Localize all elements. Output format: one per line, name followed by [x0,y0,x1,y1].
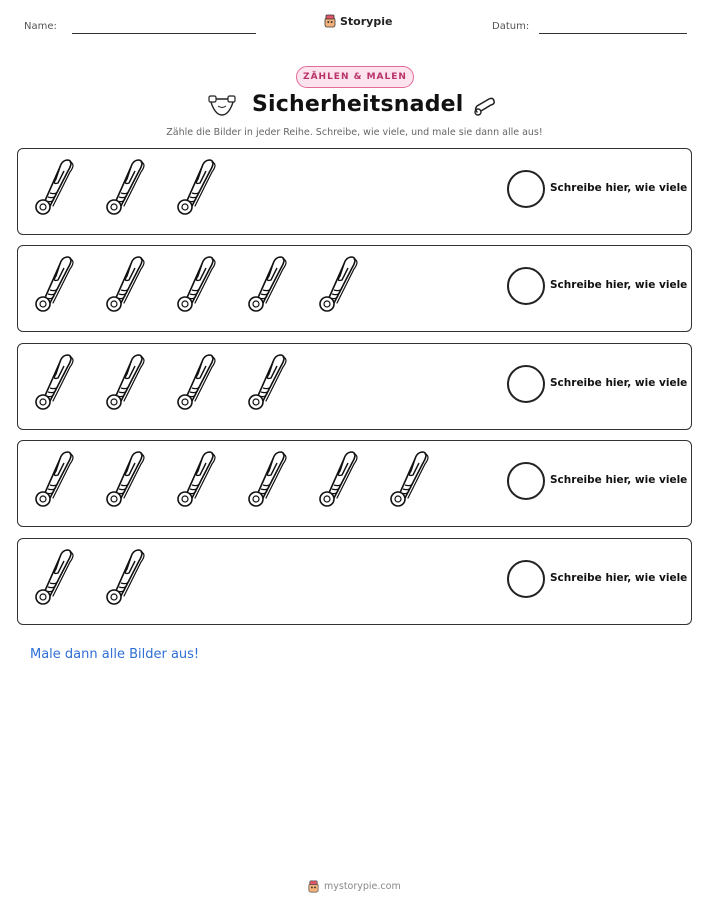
safety-pin-icon[interactable] [172,354,222,414]
answer-circle[interactable] [507,560,545,598]
safety-pin-icon[interactable] [30,451,80,511]
footer-url[interactable]: mystorypie.com [324,881,401,892]
safety-pin-icon[interactable] [101,354,151,414]
answer-circle[interactable] [507,462,545,500]
brand-name: Storypie [340,14,393,28]
storypie-logo [323,14,392,28]
name-write-line[interactable] [72,33,256,34]
answer-circle[interactable] [507,170,545,208]
safety-pin-icon[interactable] [101,159,151,219]
answer-label: Schreibe hier, wie viele [550,572,688,584]
diaper-icon [208,93,236,119]
counting-row [17,343,692,430]
answer-label: Schreibe hier, wie viele [550,182,688,194]
answer-circle[interactable] [507,267,545,305]
safety-pin-icon[interactable] [30,159,80,219]
safety-pin-icon[interactable] [30,354,80,414]
safety-pin-icon[interactable] [172,256,222,316]
footer [307,880,401,893]
safety-pin-icon[interactable] [101,549,151,609]
safety-pin-icon[interactable] [243,451,293,511]
category-tag: ZÄHLEN & MALEN [296,66,414,88]
page-title: Sicherheitsnadel [252,92,464,117]
answer-circle[interactable] [507,365,545,403]
answer-label: Schreibe hier, wie viele [550,474,688,486]
storypie-mascot-icon [323,14,337,28]
safety-pin-icon[interactable] [172,159,222,219]
safety-pin-icon[interactable] [385,451,435,511]
safety-pin-icon[interactable] [101,256,151,316]
storypie-mascot-icon [307,880,320,893]
safety-pin-small-icon [473,96,499,118]
safety-pin-icon[interactable] [243,256,293,316]
name-label: Name: [24,21,57,32]
safety-pin-icon[interactable] [30,256,80,316]
date-write-line[interactable] [539,33,687,34]
worksheet-header [0,0,709,50]
answer-label: Schreibe hier, wie viele [550,279,688,291]
color-instruction: Male dann alle Bilder aus! [30,647,200,662]
title-row [0,92,709,124]
counting-row [17,538,692,625]
safety-pin-icon[interactable] [243,354,293,414]
safety-pin-icon[interactable] [172,451,222,511]
safety-pin-icon[interactable] [101,451,151,511]
counting-row [17,440,692,527]
safety-pin-icon[interactable] [314,451,364,511]
counting-row [17,245,692,332]
date-label: Datum: [492,21,530,32]
safety-pin-icon[interactable] [30,549,80,609]
instructions: Zähle die Bilder in jeder Reihe. Schreibe, wie viele, und male sie dann alle aus! [166,127,543,138]
safety-pin-icon[interactable] [314,256,364,316]
answer-label: Schreibe hier, wie viele [550,377,688,389]
counting-row [17,148,692,235]
